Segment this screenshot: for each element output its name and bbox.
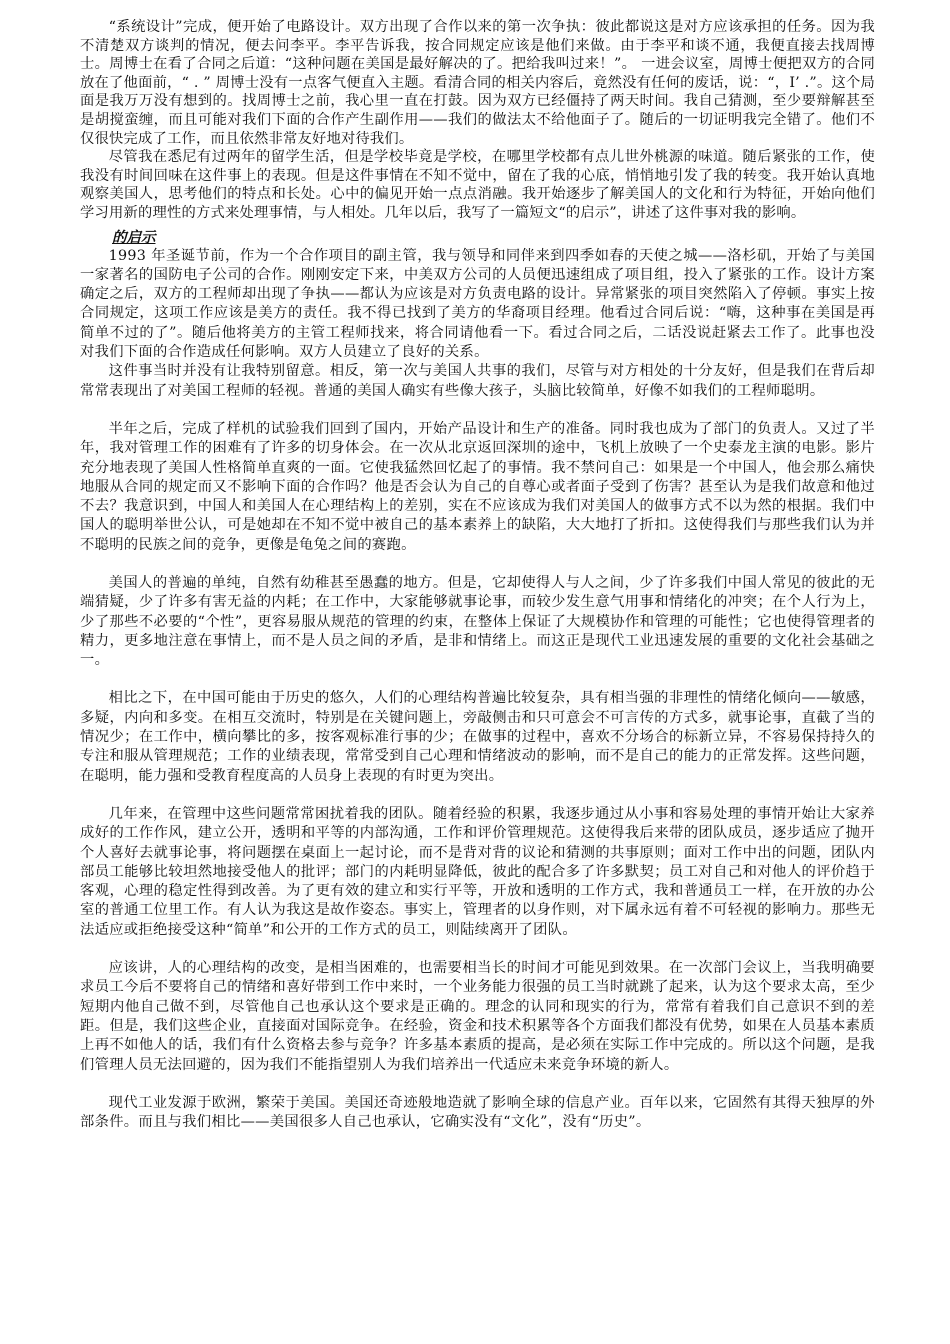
essay-paragraph: 几年来，在管理中这些问题常常困扰着我的团队。随着经验的积累，我逐步通过从小事和容易处理的事情开始让大家养成好的工作作风，建立公开，透明和平等的内部沟通，工作和评价管理规范。这使得我后来带的团队成员，逐步适应了抛开个人喜好去就事论事，将问题摆在桌面上一起讨论，而不是背对背的议论和猜测的共事原则；面对工作中出的问题，团队内部员工能够比较坦然地接受他人的批评；部门的内耗明显降低，彼此的配合多了许多默契；员工对自己和对他人的评价趋于客观，心理的稳定性得到改善。为了更有效的建立和实行平等，开放和透明的工作方式，我和普通员工一样，在开放的办公室的普通工位里工作。有人认为我这是故作姿态。事实上，管理者的以身作则，对下属永远有着不可轻视的影响力。那些无法适应或拒绝接受这种“简单”和公开的工作方式的员工，则陆续离开了团队。 xyxy=(80,805,875,938)
essay-paragraph: 1993 年圣诞节前，作为一个合作项目的副主管，我与领导和同伴来到四季如春的天使之城——洛杉矶，开始了与美国一家著名的国防电子公司的合作。刚刚安定下来，中美双方公司的人员便迅速组成了项目组，投入了紧张的工作。设计方案确定之后，双方的工程师却出现了争执——都认为应该是对方负责电路的设计。异常紧张的项目突然陷入了停顿。事实上按合同规定，这项工作应该是美方的责任。我不得已找到了美方的华裔项目经理。他看过合同后说：“嗨，这种事在美国是再简单不过的了”。随后他将美方的主管工程师找来，将合同请他看一下。看过合同之后，二话没说赶紧去工作了。此事也没对我们下面的合作造成任何影响。双方人员建立了良好的关系。 xyxy=(80,247,875,361)
essay-paragraph: 半年之后，完成了样机的试验我们回到了国内，开始产品设计和生产的准备。同时我也成为了部门的负责人。又过了半年，我对管理工作的困难有了许多的切身体会。在一次从北京返回深圳的途中，飞机上放映了一个史泰龙主演的电影。影片充分地表现了美国人性格简单直爽的一面。它使我猛然回忆起了的事情。我不禁问自己：如果是一个中国人，他会那么痛快地服从合同的规定而又不影响下面的合作吗？他是否会认为自己的自尊心或者面子受到了伤害？甚至认为是我们故意和他过不去？我意识到，中国人和美国人在心理结构上的差别，实在不应该成为我们对美国人的做事方式不以为然的根据。我们中国人的聪明举世公认，可是她却在不知不觉中被自己的基本素养上的缺陷，大大地打了折扣。这使得我们与那些我们认为并不聪明的民族之间的竞争，更像是龟兔之间的赛跑。 xyxy=(80,420,875,553)
essay-title: 的启示 xyxy=(112,228,156,246)
essay-paragraph: 这件事当时并没有让我特别留意。相反，第一次与美国人共事的我们，尽管与对方相处的十分友好，但是我们在背后却常常表现出了对美国工程师的轻视。普通的美国人确实有些像大孩子，头脑比较简单，好像不如我们的工程师聪明。 xyxy=(80,363,875,399)
essay-paragraph: 应该讲，人的心理结构的改变，是相当困难的，也需要相当长的时间才可能见到效果。在一次部门会议上，当我明确要求员工今后不要将自己的情绪和喜好带到工作中来时，一个业务能力很强的员工当时就跳了起来，认为这个要求太高，至少短期内他自己做不到，尽管他自己也承认这个要求是正确的。理念的认同和现实的行为，常常有着我们自己意识不到的差距。但是，我们这些企业，直接面对国际竞争。在经验，资金和技术积累等各个方面我们都没有优势，如果在人员基本素质上再不如他人的话，我们有什么资格去参与竞争？许多基本素质的提高，是必须在实际工作中完成的。所以这个问题，是我们管理人员无法回避的，因为我们不能指望别人为我们培养出一代适应未来竞争环境的新人。 xyxy=(80,960,875,1073)
intro-section xyxy=(80,18,875,223)
essay-paragraph: 现代工业发源于欧洲，繁荣于美国。美国还奇迹般地造就了影响全球的信息产业。百年以来，它固然有其得天独厚的外部条件。而且与我们相比——美国很多人自己也承认，它确实没有“文化”，没有“历史”。 xyxy=(80,1094,875,1131)
intro-paragraph: 尽管我在悉尼有过两年的留学生活，但是学校毕竟是学校，在哪里学校都有点儿世外桃源的味道。随后紧张的工作，使我没有时间回味在这件事上的表现。但是这件事情在不知不觉中，留在了我的心底，悄悄地引发了我的转变。我开始认真地观察美国人，思考他们的特点和长处。心中的偏见开始一点点消融。我开始逐步了解美国人的文化和行为特征，开始向他们学习用新的理性的方式来处理事情，与人相处。几年以后，我写了一篇短文“的启示”，讲述了这件事对我的影响。 xyxy=(80,149,875,221)
intro-paragraph: “系统设计”完成，便开始了电路设计。双方出现了合作以来的第一次争执：彼此都说这是对方应该承担的任务。因为我不清楚双方谈判的情况，便去问李平。李平告诉我，按合同规定应该是他们来做。由于李平和谈不通，我便直接去找周博士。周博士在看了合同之后道：“这种问题在美国是最好解决的了。把给我叫过来！”。 一进会议室，周博士便把双方的合同放在了他面前，“ . ” 周博士没有一点客气便直入主题。看清合同的相关内容后，竟然没有任何的废话，说：“，I’ .”。这个局面是我万万没有想到的。找周博士之前，我心里一直在打鼓。因为双方已经僵持了两天时间。我自己猜测，至少要辩解甚至是胡搅蛮缠，而且可能对我们下面的合作产生副作用——我们的做法太不给他面子了。随后的一切证明我完全错了。他们不仅很快完成了工作，而且依然非常友好地对待我们。 xyxy=(80,19,875,147)
essay-paragraph: 相比之下，在中国可能由于历史的悠久，人们的心理结构普遍比较复杂，具有相当强的非理性的情绪化倾向——敏感，多疑，内向和多变。在相互交流时，特别是在关键问题上，旁敲侧击和只可意会不可言传的方式多，就事论事，直截了当的情况少；在工作中，横向攀比的多，按客观标准行事的少；在做事的过程中，喜欢不分场合的标新立异，不容易保持持久的专注和服从管理规范；工作的业绩表现，常常受到自己心理和情绪波动的影响，而不是自己的能力的正常发挥。这些问题，在聪明，能力强和受教育程度高的人员身上表现的有时更为突出。 xyxy=(80,690,875,784)
essay-body xyxy=(80,247,875,1133)
document-page xyxy=(80,18,875,1132)
essay-paragraph: 美国人的普遍的单纯，自然有幼稚甚至愚蠢的地方。但是，它却使得人与人之间，少了许多我们中国人常见的彼此的无端猜疑，少了许多有害无益的内耗；在工作中，大家能够就事论事，而较少发生意气用事和情绪化的冲突；在个人行为上，少了那些不必要的“个性”，更容易服从规范的管理的约束，在整体上保证了大规模协作和管理的可能性；它也使得管理者的精力，更多地注意在事情上，而不是人员之间的矛盾，是非和情绪上。而这正是现代工业迅速发展的重要的文化社会基础之一。 xyxy=(80,574,875,669)
